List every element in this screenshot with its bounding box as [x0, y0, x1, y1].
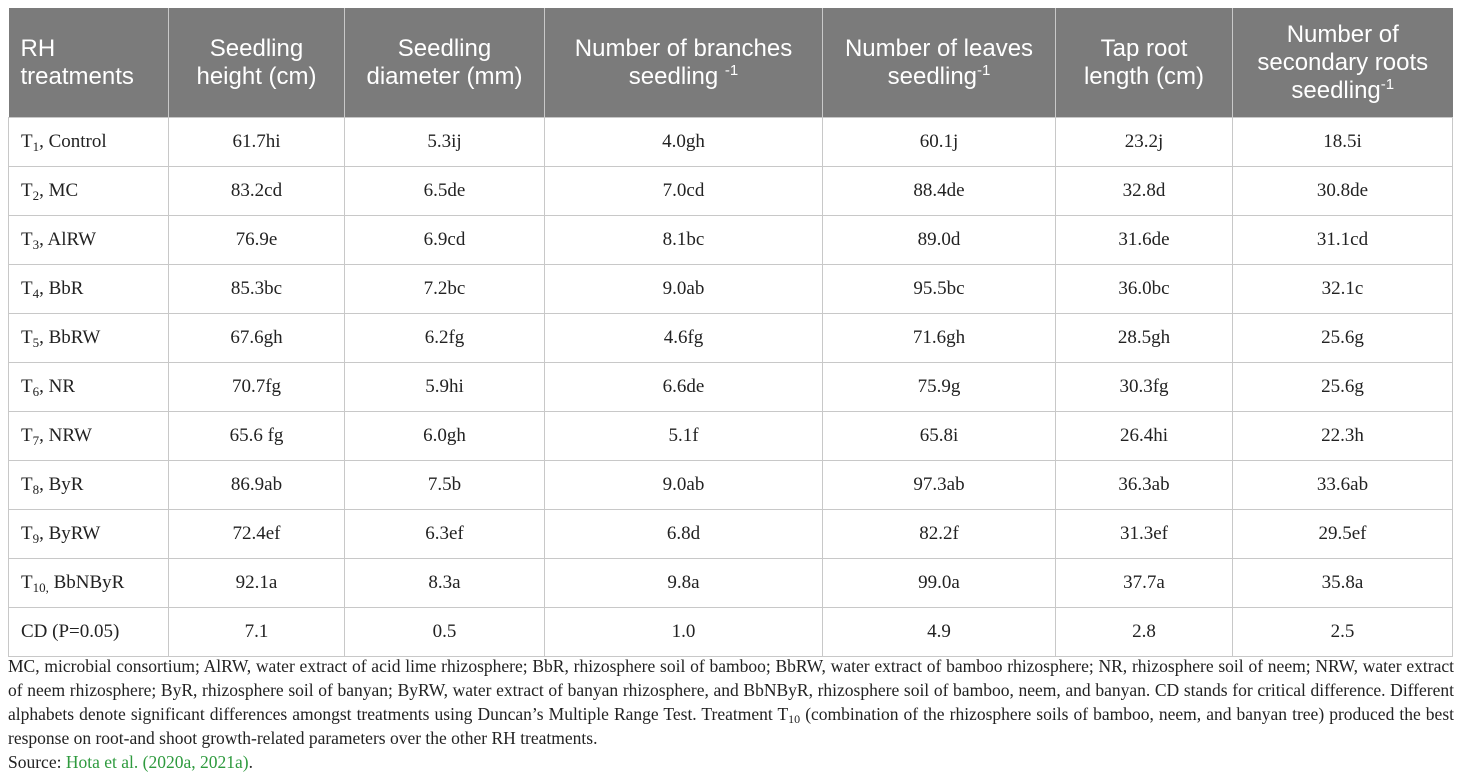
treatment-code: T [21, 131, 33, 152]
value-cell: 76.9e [169, 216, 345, 265]
value-cell: 0.5 [345, 608, 545, 657]
source-label: Source: [8, 752, 66, 772]
value-cell: 70.7fg [169, 363, 345, 412]
value-cell: 32.1c [1233, 265, 1453, 314]
treatment-name: , BbRW [39, 327, 101, 348]
treatment-code: T [21, 229, 33, 250]
value-cell: 25.6g [1233, 363, 1453, 412]
treatment-code: T [21, 278, 33, 299]
value-cell: 6.0gh [345, 412, 545, 461]
value-cell: 6.9cd [345, 216, 545, 265]
treatment-subscript: 10, [32, 580, 49, 595]
treatment-subscript: 3 [32, 237, 40, 252]
treatment-subscript: 5 [32, 335, 40, 350]
table-row [9, 559, 1453, 608]
header-rh-treatments: RH treatments [9, 8, 169, 118]
value-cell: 65.6 fg [169, 412, 345, 461]
header-row [9, 8, 1453, 118]
treatment-cell [9, 167, 169, 216]
value-cell: 88.4de [823, 167, 1056, 216]
value-cell: 31.6de [1056, 216, 1233, 265]
value-cell: 2.5 [1233, 608, 1453, 657]
results-table [8, 8, 1453, 657]
footnote-text-1: MC, microbial consortium; AlRW, water extract of acid lime rhizosphere; BbR, rhizosphere soil of bamboo; BbRW, water extract of bamboo rhizosphere; NR, rhizosphere soil of neem; NRW, water extract of neem rhizosphere; ByR, rhizosphere soil of banyan; ByRW, water extract of banyan rhizosphere, and BbNByR, rhizosphere soil of bamboo, neem, and banyan. CD stands for critical difference. Different alphabets denote significant differences amongst treatments using Duncan’s Multiple Range Test. Treatment T [8, 656, 1454, 724]
treatment-cell [9, 461, 169, 510]
value-cell: 1.0 [545, 608, 823, 657]
table-row [9, 167, 1453, 216]
value-cell: 5.3ij [345, 118, 545, 167]
value-cell: 6.2fg [345, 314, 545, 363]
value-cell: 99.0a [823, 559, 1056, 608]
value-cell: 60.1j [823, 118, 1056, 167]
treatment-code: T [21, 327, 33, 348]
header-leaves-text: Number of leaves seedling [844, 34, 1034, 90]
value-cell: 7.2bc [345, 265, 545, 314]
value-cell: 85.3bc [169, 265, 345, 314]
header-branches-text: Number of branches seedling [574, 34, 793, 90]
treatment-name: , BbR [39, 278, 84, 299]
value-cell: 4.0gh [545, 118, 823, 167]
treatment-name: , Control [39, 131, 107, 152]
treatment-subscript: 7 [32, 433, 40, 448]
value-cell: 5.1f [545, 412, 823, 461]
value-cell: 92.1a [169, 559, 345, 608]
value-cell: 28.5gh [1056, 314, 1233, 363]
value-cell: 72.4ef [169, 510, 345, 559]
value-cell: 22.3h [1233, 412, 1453, 461]
table-row [9, 510, 1453, 559]
table-footnote [8, 654, 1454, 774]
value-cell: 6.6de [545, 363, 823, 412]
value-cell: 6.3ef [345, 510, 545, 559]
value-cell: 82.2f [823, 510, 1056, 559]
table-row [9, 314, 1453, 363]
value-cell: 89.0d [823, 216, 1056, 265]
value-cell: 61.7hi [169, 118, 345, 167]
value-cell: 35.8a [1233, 559, 1453, 608]
value-cell: 5.9hi [345, 363, 545, 412]
treatment-subscript: 4 [32, 286, 40, 301]
footnote-sub: 10 [788, 712, 801, 726]
treatment-code: T [21, 180, 33, 201]
treatment-code: CD (P=0.05) [21, 621, 120, 642]
value-cell: 30.3fg [1056, 363, 1233, 412]
header-leaves-sup: -1 [977, 61, 991, 79]
header-seedling-height: Seedling height (cm) [169, 8, 345, 118]
header-tap-root: Tap root length (cm) [1056, 8, 1233, 118]
treatment-name: , ByR [39, 474, 84, 495]
value-cell: 31.1cd [1233, 216, 1453, 265]
treatment-cell [9, 412, 169, 461]
value-cell: 18.5i [1233, 118, 1453, 167]
value-cell: 7.5b [345, 461, 545, 510]
value-cell: 7.0cd [545, 167, 823, 216]
treatment-subscript: 2 [32, 188, 40, 203]
treatment-subscript: 1 [32, 139, 40, 154]
treatment-name: , AlRW [39, 229, 97, 250]
treatment-cell [9, 265, 169, 314]
treatment-code: T [21, 572, 33, 593]
value-cell: 9.0ab [545, 461, 823, 510]
treatment-name: , NRW [39, 425, 92, 446]
treatment-cell [9, 118, 169, 167]
value-cell: 6.5de [345, 167, 545, 216]
value-cell: 95.5bc [823, 265, 1056, 314]
source-citation-link[interactable]: Hota et al. (2020a, 2021a) [65, 752, 249, 772]
header-seedling-diameter: Seedling diameter (mm) [345, 8, 545, 118]
value-cell: 8.3a [345, 559, 545, 608]
value-cell: 6.8d [545, 510, 823, 559]
header-branches-sup: -1 [724, 61, 739, 79]
source-trail: . [248, 752, 253, 772]
table-row [9, 412, 1453, 461]
treatment-cell [9, 363, 169, 412]
value-cell: 30.8de [1233, 167, 1453, 216]
treatment-code: T [21, 376, 33, 397]
value-cell: 33.6ab [1233, 461, 1453, 510]
table-row [9, 265, 1453, 314]
value-cell: 8.1bc [545, 216, 823, 265]
value-cell: 29.5ef [1233, 510, 1453, 559]
treatment-subscript: 6 [32, 384, 40, 399]
value-cell: 97.3ab [823, 461, 1056, 510]
treatment-code: T [21, 523, 33, 544]
table-row [9, 608, 1453, 657]
header-secondary-roots-text: Number of secondary roots seedling [1257, 20, 1429, 104]
header-branches [545, 8, 823, 118]
table-row [9, 363, 1453, 412]
header-secondary-roots [1233, 8, 1453, 118]
treatment-name: , MC [39, 180, 79, 201]
value-cell: 32.8d [1056, 167, 1233, 216]
treatment-code: T [21, 474, 33, 495]
treatment-cell [9, 510, 169, 559]
table-row [9, 461, 1453, 510]
treatment-cell [9, 559, 169, 608]
value-cell: 36.0bc [1056, 265, 1233, 314]
value-cell: 4.6fg [545, 314, 823, 363]
value-cell: 83.2cd [169, 167, 345, 216]
value-cell: 86.9ab [169, 461, 345, 510]
value-cell: 31.3ef [1056, 510, 1233, 559]
abbreviations-note [8, 654, 1454, 750]
header-secondary-roots-sup: -1 [1380, 75, 1395, 93]
value-cell: 7.1 [169, 608, 345, 657]
table-row [9, 216, 1453, 265]
value-cell: 71.6gh [823, 314, 1056, 363]
value-cell: 37.7a [1056, 559, 1233, 608]
treatment-name: , ByRW [39, 523, 101, 544]
treatment-name: BbNByR [48, 572, 125, 593]
value-cell: 25.6g [1233, 314, 1453, 363]
value-cell: 9.8a [545, 559, 823, 608]
treatment-subscript: 8 [32, 482, 40, 497]
source-line [8, 750, 1454, 774]
footnote-text-2: (combination of the rhizosphere soils of bamboo, neem, and banyan tree) produced the best response on root-and shoot growth-related parameters over the other RH treatments. [8, 704, 1454, 748]
value-cell: 9.0ab [545, 265, 823, 314]
value-cell: 2.8 [1056, 608, 1233, 657]
value-cell: 26.4hi [1056, 412, 1233, 461]
value-cell: 36.3ab [1056, 461, 1233, 510]
value-cell: 23.2j [1056, 118, 1233, 167]
value-cell: 67.6gh [169, 314, 345, 363]
table-row [9, 118, 1453, 167]
header-leaves [823, 8, 1056, 118]
treatment-name: , NR [39, 376, 76, 397]
value-cell: 75.9g [823, 363, 1056, 412]
treatment-cell [9, 314, 169, 363]
treatment-cell [9, 216, 169, 265]
value-cell: 65.8i [823, 412, 1056, 461]
treatment-cell [9, 608, 169, 657]
treatment-subscript: 9 [32, 531, 40, 546]
value-cell: 4.9 [823, 608, 1056, 657]
treatment-code: T [21, 425, 33, 446]
